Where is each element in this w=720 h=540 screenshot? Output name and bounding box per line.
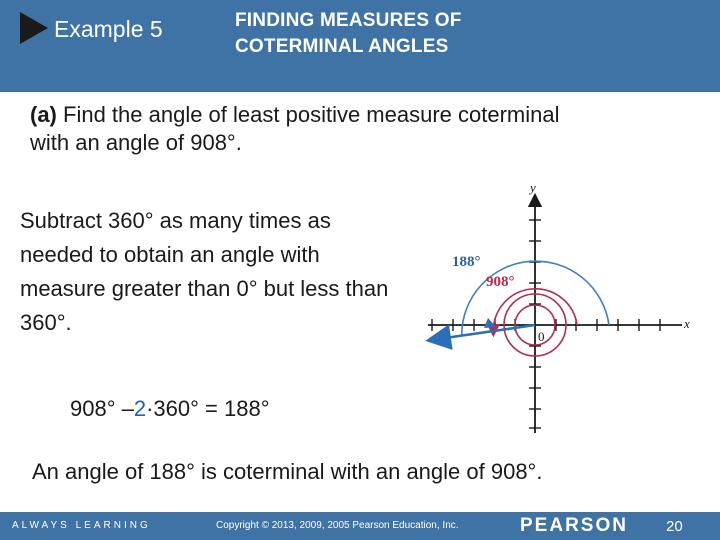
angle-188-label: 188°	[452, 254, 481, 270]
play-arrow-icon	[20, 12, 48, 44]
coterminal-angle-figure	[420, 178, 700, 440]
slide-header	[0, 0, 720, 92]
question-part-label: (a)	[30, 102, 57, 127]
copyright-notice: Copyright © 2013, 2009, 2005 Pearson Education, Inc.	[216, 520, 459, 531]
question	[30, 101, 590, 157]
question-text: Find the angle of least positive measure coterminal with an angle of 908°.	[30, 102, 560, 155]
origin-label: 0	[538, 329, 545, 344]
conclusion-text: An angle of 188° is coterminal with an angle of 908°.	[32, 459, 543, 484]
title-line-1: FINDING MEASURES OF	[235, 10, 462, 31]
equation	[70, 396, 270, 422]
pearson-logo: PEARSON	[520, 515, 628, 536]
equation-right: ·360° = 188°	[146, 396, 270, 421]
example-label: Example 5	[54, 16, 163, 42]
always-learning-tagline: ALWAYS LEARNING	[12, 520, 151, 531]
instructions-text: Subtract 360° as many times as needed to obtain an angle with measure greater than 0° but less than 360°.	[20, 208, 389, 335]
page-number: 20	[666, 518, 683, 535]
x-axis-label: x	[684, 316, 690, 331]
equation-left: 908° –	[70, 396, 134, 421]
y-axis-label: y	[530, 180, 536, 195]
slide-title	[235, 8, 462, 60]
title-line-2: COTERMINAL ANGLES	[235, 36, 449, 57]
angle-908-label: 908°	[486, 274, 515, 290]
equation-multiplier: 2	[133, 396, 147, 421]
slide-footer	[0, 512, 720, 540]
